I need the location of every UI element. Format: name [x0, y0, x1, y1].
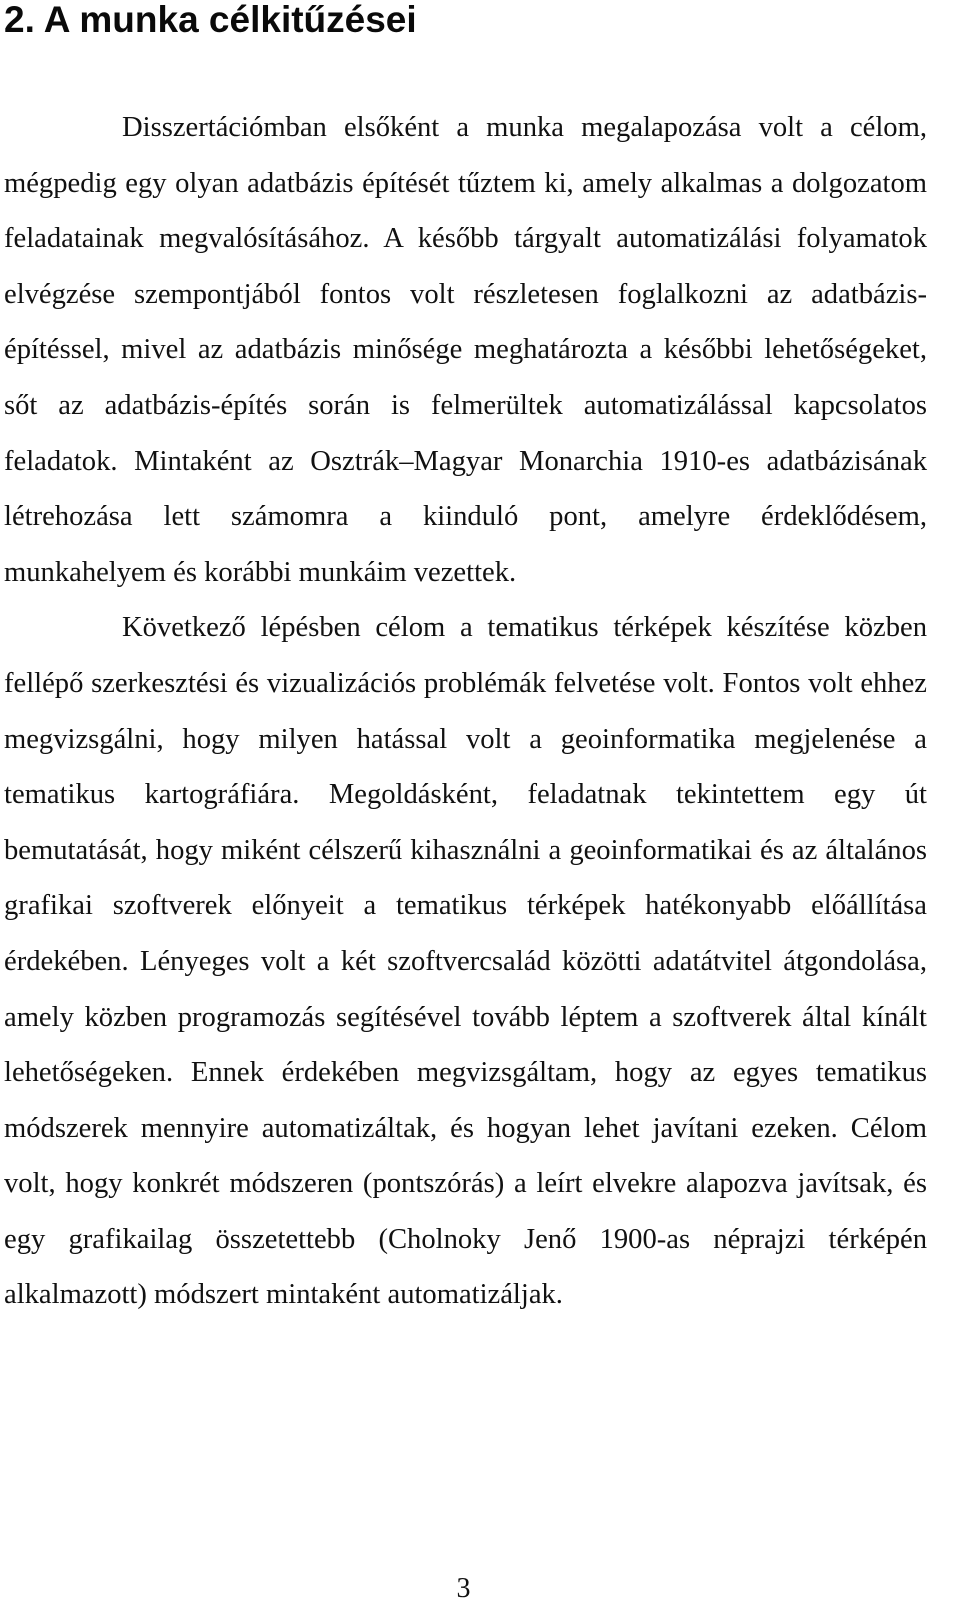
- body-text: [4, 100, 927, 1323]
- paragraph-objectives-thematic-maps: Következő lépésben célom a tematikus térképek készítése közben fellépő szerkesztési és vizualizációs problémák felvetése volt. Fontos volt ehhez megvizsgálni, hogy milyen hatással volt a geoinformatika megjelenése a tematikus kartográfiára. Megoldásként, feladatnak tekintettem egy út bemutatását, hogy miként célszerű kihasználni a geoinformatikai és az általános grafikai szoftverek előnyeit a tematikus térképek hatékonyabb előállítása érdekében. Lényeges volt a két szoftvercsalád közötti adatátvitel átgondolása, amely közben programozás segítésével tovább léptem a szoftverek által kínált lehetőségeken. Ennek érdekében megvizsgáltam, hogy az egyes tematikus módszerek mennyire automatizáltak, és hogyan lehet javítani ezeken. Célom volt, hogy konkrét módszeren (pontszórás) a leírt elvekre alapozva javítsak, és egy grafikailag összetettebb (Cholnoky Jenő 1900-as néprajzi térképén alkalmazott) módszert mintaként automatizáljak.: [4, 612, 927, 1311]
- section-heading: 2. A munka célkitűzései: [4, 0, 417, 40]
- page-number: 3: [456, 1573, 471, 1604]
- paragraph-objectives-database: Disszertációmban elsőként a munka megalapozása volt a célom, mégpedig egy olyan adatbázis építését tűztem ki, amely alkalmas a dolgozatom feladatainak megvalósításához. A később tárgyalt automatizálási folyamatok elvégzése szempontjából fontos volt részletesen foglalkozni az adatbázis-építéssel, mivel az adatbázis minősége meghatározta a későbbi lehetőségeket, sőt az adatbázis-építés során is felmerültek automatizálással kapcsolatos feladatok. Mintaként az Osztrák–Magyar Monarchia 1910-es adatbázisának létrehozása lett számomra a kiinduló pont, amelyre érdeklődésem, munkahelyem és korábbi munkáim vezettek.: [4, 112, 927, 588]
